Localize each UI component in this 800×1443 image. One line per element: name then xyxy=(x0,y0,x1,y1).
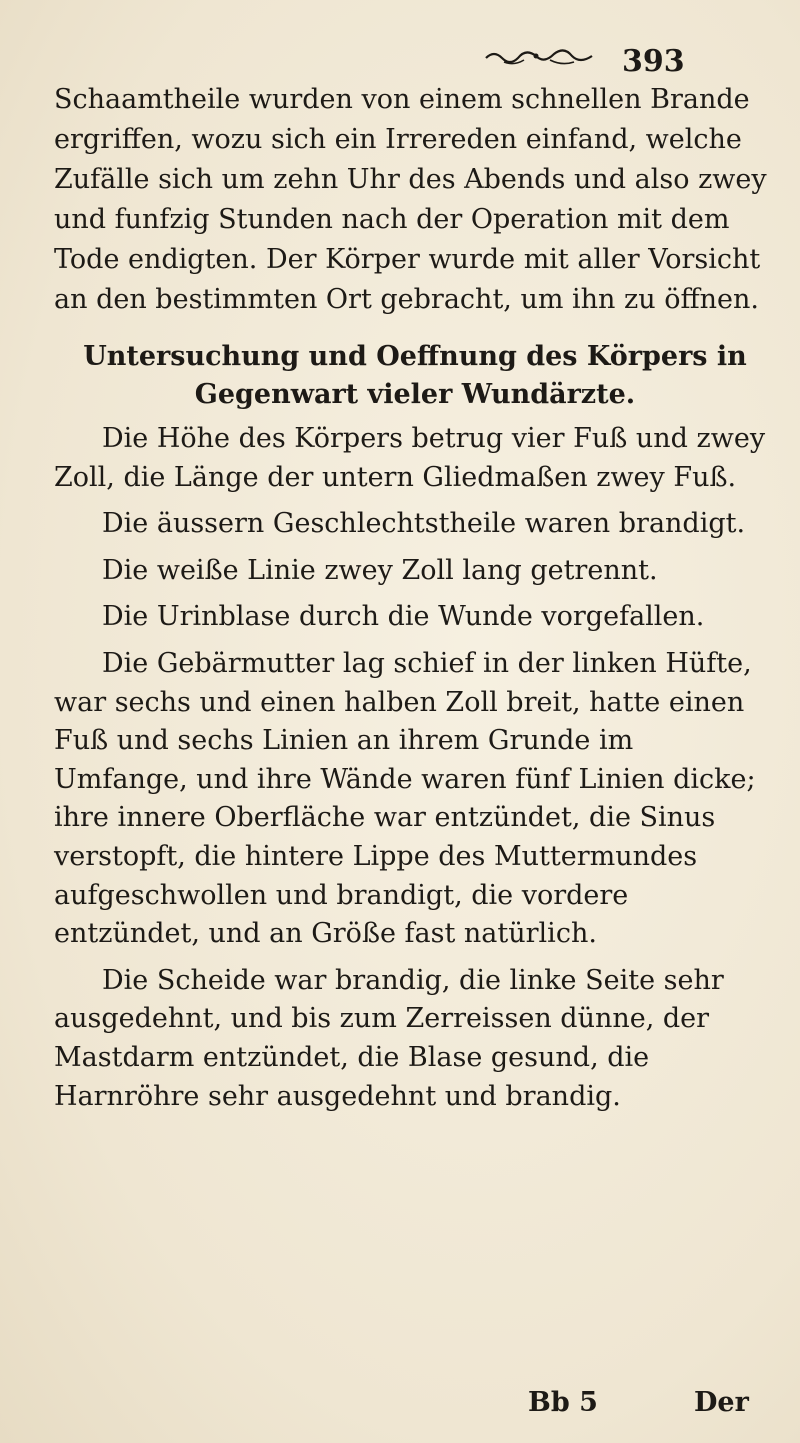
page-number: 393 xyxy=(622,44,685,79)
paragraph: Die Urinblase durch die Wunde vorgefallen. xyxy=(102,601,705,633)
opening-paragraph xyxy=(54,80,774,320)
paragraph: Schaamtheile wurden von einem schnellen Brande ergriffen, wozu sich ein Irrereden einfand, welche Zufälle sich um zehn Uhr des Abends und also zwey und funfzig Stunden nach der Operation mit dem Tode endigten. Der Körper wurde mit aller Vorsicht an den bestimmten Ort gebracht, um ihn zu öffnen. xyxy=(54,84,767,315)
paragraph: Die weiße Linie zwey Zoll lang getrennt. xyxy=(102,554,658,586)
paragraph: Die äussern Geschlechtstheile waren brandigt. xyxy=(102,508,746,540)
paragraph: Die Gebärmutter lag schief in der linken Hüfte, war sechs und einen halben Zoll breit, hatte einen Fuß und sechs Linien an ihrem Grunde im Umfange, und ihre Wände waren fünf Linien dicke; ihre innere Oberfläche war entzündet, die Sinus verstopft, die hintere Lippe des Muttermundes aufgeschwollen und brandigt, die vordere entzündet, und an Größe fast natürlich. xyxy=(54,647,756,950)
section-body xyxy=(54,420,774,1116)
paragraph: Die Scheide war brandig, die linke Seite sehr ausgedehnt, und bis zum Zerreissen dünne, der Mastdarm entzündet, die Blase gesund, die Harnröhre sehr ausgedehnt und brandig. xyxy=(54,964,724,1112)
header-ornament xyxy=(484,44,594,70)
catchword: Der xyxy=(694,1387,749,1418)
signature-mark: Bb 5 xyxy=(528,1387,598,1418)
page-footer xyxy=(0,1387,800,1427)
paragraph: Die Höhe des Körpers betrug vier Fuß und zwey Zoll, die Länge der untern Gliedmaßen zwey Fuß. xyxy=(54,423,766,493)
section-heading: Untersuchung und Oeffnung des Körpers in Gegenwart vieler Wundärzte. xyxy=(83,341,747,410)
